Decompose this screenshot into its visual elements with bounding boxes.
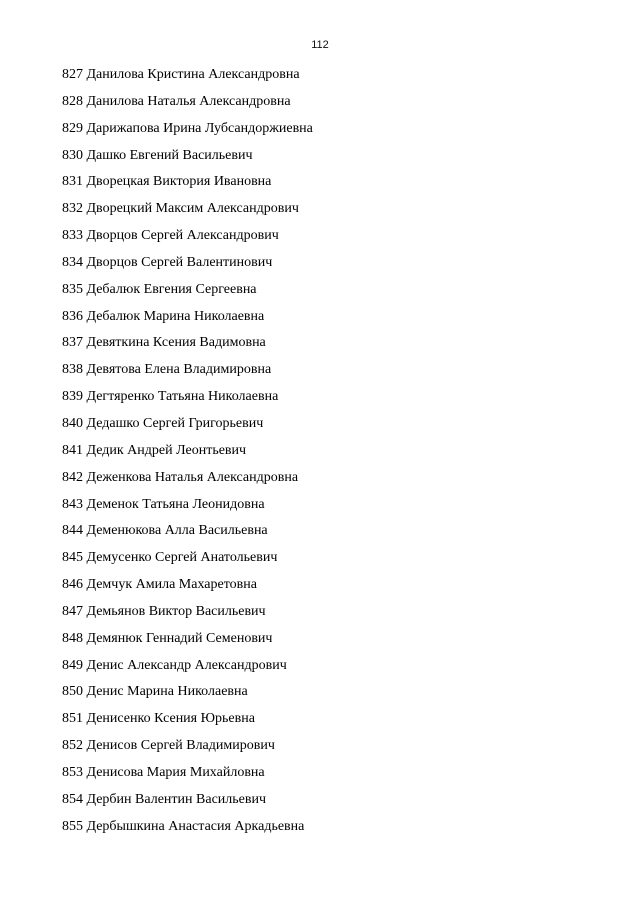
list-item: 838 Девятова Елена Владимировна	[62, 362, 272, 378]
list-item: 847 Демьянов Виктор Васильевич	[62, 603, 266, 619]
list-item: 830 Дашко Евгений Васильевич	[62, 147, 253, 163]
list-item: 845 Демусенко Сергей Анатольевич	[62, 550, 278, 566]
list-item: 854 Дербин Валентин Васильевич	[62, 791, 266, 807]
list-item: 853 Денисова Мария Михайловна	[62, 764, 265, 780]
list-item: 831 Дворецкая Виктория Ивановна	[62, 174, 272, 190]
list-item: 848 Демянюк Геннадий Семенович	[62, 630, 273, 646]
list-item: 828 Данилова Наталья Александровна	[62, 93, 291, 109]
list-item: 852 Денисов Сергей Владимирович	[62, 738, 275, 754]
list-item: 843 Деменок Татьяна Леонидовна	[62, 496, 265, 512]
list-item: 849 Денис Александр Александрович	[62, 657, 287, 673]
list-item: 829 Дарижапова Ирина Лубсандоржиевна	[62, 120, 313, 136]
list-item: 850 Денис Марина Николаевна	[62, 684, 248, 700]
list-item: 827 Данилова Кристина Александровна	[62, 67, 300, 82]
list-item: 839 Дегтяренко Татьяна Николаевна	[62, 389, 279, 405]
list-item: 837 Девяткина Ксения Вадимовна	[62, 335, 266, 351]
list-item: 851 Денисенко Ксения Юрьевна	[62, 711, 255, 727]
list-item: 832 Дворецкий Максим Александрович	[62, 201, 299, 217]
list-item: 833 Дворцов Сергей Александрович	[62, 228, 279, 244]
list-item: 846 Демчук Амила Махаретовна	[62, 577, 257, 593]
page-number: 112	[311, 39, 329, 51]
list-item: 841 Дедик Андрей Леонтьевич	[62, 442, 247, 458]
list-item: 836 Дебалюк Марина Николаевна	[62, 308, 265, 324]
list-item: 834 Дворцов Сергей Валентинович	[62, 254, 273, 270]
list-item: 835 Дебалюк Евгения Сергеевна	[62, 281, 257, 297]
name-list	[62, 64, 313, 842]
list-item: 855 Дербышкина Анастасия Аркадьевна	[62, 818, 305, 834]
list-item: 844 Деменюкова Алла Васильевна	[62, 523, 268, 539]
list-item: 840 Дедашко Сергей Григорьевич	[62, 415, 264, 431]
list-item: 842 Деженкова Наталья Александровна	[62, 469, 299, 485]
